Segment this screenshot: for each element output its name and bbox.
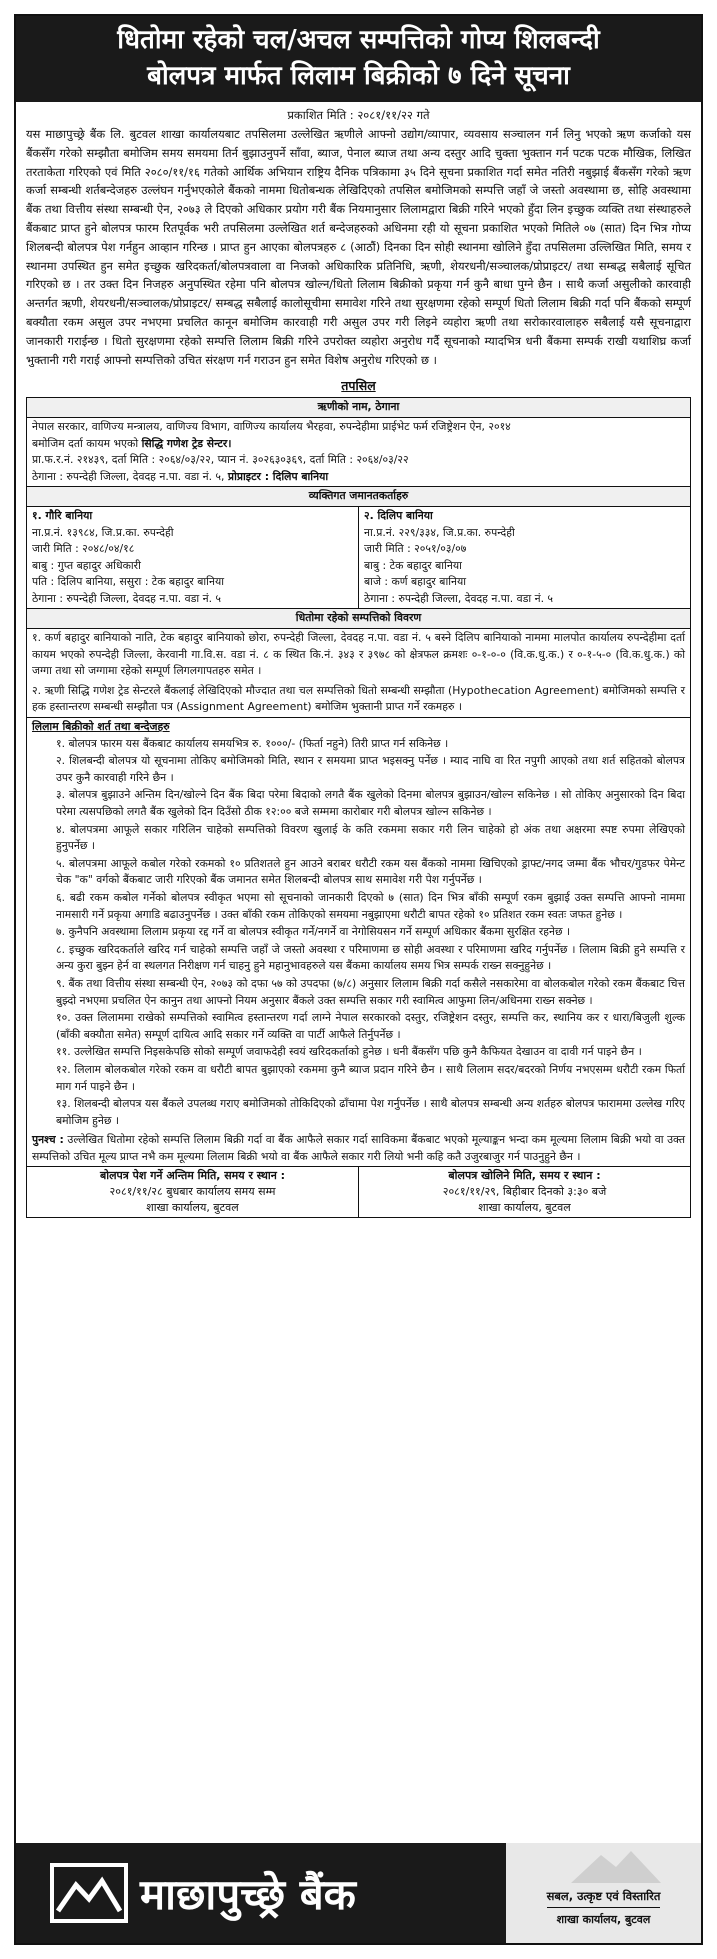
guarantor-1-line: जारी मिति : २०४८/०४/१८ [32, 542, 135, 556]
term-text: लिलाम बोलकबोल गरेको रकम वा धरौटी बापत बुझाएको रकममा कुनै ब्याज प्रदान गरिने छैन । साथै लिलाम सदर/बदरको निर्णय नभएसम्म धरौटी रकम फिर्ता माग गर्न पाइने छैन । [56, 1062, 686, 1093]
guarantor-2-line: बाजे : कर्ण बहादुर बानिया [364, 575, 467, 589]
bank-tagline: सबल, उत्कृष्ट एवं विस्तारित [547, 1889, 661, 1908]
borrower-heading: ऋणीको नाम, ठेगाना [27, 398, 691, 418]
submission-when: २०८१/११/२८ बुधबार कार्यालय समय सम्म [109, 1185, 276, 1199]
tapasil-title: तपसिल [341, 378, 376, 394]
term-number: ७. [56, 925, 69, 939]
term-number: ६. [56, 890, 70, 904]
notice-title-line2: बोलपत्र मार्फत लिलाम बिक्रीको ७ दिने सूचना [147, 61, 570, 91]
notice-banner [16, 16, 701, 102]
borrower-name: सिद्धि गणेश ट्रेड सेन्टर। [141, 436, 232, 450]
term-number: ८. [56, 942, 69, 956]
notice-title-line1: धितोमा रहेको चल/अचल सम्पत्तिको गोप्य शिलबन्दी [117, 25, 600, 55]
term-text: बोलपत्र बुझाउने अन्तिम दिन/खोल्ने दिन बैंक बिदा परेमा बिदाको लगतै बैंक खुलेको दिनमा बोलपत्र बुझाउन/खोल्न सकिनेछ । सो तोकिए अनुसारको दिन बिदा परेमा त्यसपछिको लगतै बैंक खुलेको दिन दिउँसो ठीक १२:०० बजे सम्ममा कारोबार गरी बोलपत्र खोल्न सकिनेछ । [56, 788, 685, 819]
guarantor-1-line: ना.प्र.नं. १३९८४, जि.प्र.का. रुपन्देही [32, 525, 174, 539]
postscript-label: पुनश्च : [32, 1133, 64, 1147]
term-number: १. [56, 736, 69, 750]
opening-heading: बोलपत्र खोलिने मिति, समय र स्थान : [448, 1169, 601, 1183]
term-item [56, 1062, 685, 1095]
guarantor-2-line: ना.प्र.नं. २२९/३३४, जि.प्र.का. रुपन्देही [364, 525, 515, 539]
term-item [56, 1010, 685, 1043]
postscript-text: उल्लेखित धितोमा रहेको सम्पत्ति लिलाम बिक्री गर्दा वा बैंक आफैले सकार गर्दा साविकमा बैंकबाट भएको मूल्याङ्कन भन्दा कम मूल्यमा लिलाम बिक्री भयो वा उक्त सम्पत्तिको उचित मूल्य प्राप्त नभै कम मूल्यमा लिलाम बिक्री भयो वा बैंक आफैले सकार गरी लियो भनी कहि कतै उजुरबाजुर गर्न पाउनुहुने छैन । [32, 1133, 685, 1163]
bank-name: माछापुच्छ्रे बैंक [140, 1869, 356, 1919]
term-number: ३. [56, 788, 69, 802]
term-item [56, 856, 685, 889]
opening-schedule [359, 1167, 691, 1218]
guarantor-2-name: २. दिलिप बानिया [364, 508, 433, 522]
mountain-logo-icon [50, 1863, 128, 1923]
details-table [26, 397, 691, 1218]
term-text: बोलपत्र फारम यस बैंकबाट कार्यालय समयभित्र रु. १०००/- (फिर्ता नहुने) तिरी प्राप्त गर्न सकिनेछ । [68, 736, 449, 750]
submission-deadline [27, 1167, 359, 1218]
borrower-line2 [32, 436, 685, 453]
guarantor-2-line: जारी मिति : २०५१/०३/०७ [364, 542, 467, 556]
borrower-line3: प्रा.फ.र.नं. २१४३९, दर्ता मिति : २०६४/०३/२२, प्यान नं. ३०२६३०३६९, दर्ता मिति : २०६४/०३/२२ [32, 453, 409, 467]
guarantor-1-name: १. गौरि बानिया [32, 508, 93, 522]
term-number: ९. [56, 976, 69, 990]
term-number: ५. [56, 856, 69, 870]
bank-branch: शाखा कार्यालय, बुटवल [556, 1913, 651, 1926]
guarantor-2-line: बाबु : टेक बहादुर बानिया [364, 558, 462, 572]
collateral-heading: धितोमा रहेको सम्पत्तिको विवरण [27, 609, 691, 629]
terms-heading: लिलाम बिक्रीको शर्त तथा बन्देजहरु [32, 720, 170, 734]
collateral-details [27, 629, 691, 718]
term-item [56, 787, 685, 820]
opening-where: शाखा कार्यालय, बुटवल [478, 1201, 571, 1215]
guarantor-1-line: पति : दिलिप बानिया, ससुरा : टेक बहादुर बानिया [32, 575, 225, 589]
term-number: १३. [56, 1097, 75, 1111]
terms-list [32, 736, 685, 1130]
term-text: बोलपत्रमा आफूले कबोल गरेको रकमको १० प्रतिशतले हुन आउने बराबर धरौटी रकम यस बैंकको नाममा खिचिएको ड्राफ्ट/नगद जम्मा बैंक भौचर/गुडफर पेमेन्ट चेक "क" वर्गको बैंकबाट जारी गरिएको बैंक जमानत समेत शिलबन्दी बोलपत्र साथ समावेश गरी पेश गर्नुपर्नेछ । [56, 856, 685, 887]
guarantors-heading: व्यक्तिगत जमानतकर्ताहरु [27, 487, 691, 507]
guarantor-1 [27, 506, 359, 609]
published-date: प्रकाशित मिति : २०८१/११/२२ गते [287, 108, 430, 122]
term-text: उक्त लिलाममा राखेको सम्पत्तिको स्वामित्व हस्तान्तरण गर्दा लाग्ने नेपाल सरकारको दस्तुर, रजिष्ट्रेशन दस्तुर, सम्पत्ति कर, स्थानिय कर र धारा/बिजुली शुल्क (बाँकी बक्यौता समेत) सम्पूर्ण दायित्व आदि सकार गर्ने व्यक्ति वा पार्टी आफैले तिर्नुपर्नेछ । [56, 1011, 685, 1041]
term-item [56, 1096, 685, 1129]
guarantor-1-line: बाबु : गुप्त बहादुर अधिकारी [32, 558, 141, 572]
term-item [56, 976, 685, 1009]
term-number: १०. [56, 1011, 76, 1025]
submission-heading: बोलपत्र पेश गर्ने अन्तिम मिति, समय र स्थान : [99, 1169, 286, 1183]
guarantor-2 [359, 506, 691, 609]
intro-paragraph: यस माछापुच्छ्रे बैंक लि. बुटवल शाखा कार्यालयबाट तपसिलमा उल्लेखित ऋणीले आफ्नो उद्योग/व्यापार, व्यवसाय सञ्चालन गर्न लिनु भएको ऋण कर्जाको यस बैंकसँग गरेको सम्झौता बमोजिम समय समयमा तिर्न बुझाउनुपर्ने साँवा, ब्याज, पेनाल ब्याज तथा अन्य दस्तुर आदि चुक्ता भुक्तान गर्न पटक पटक मौखिक, लिखित तरताकेता गरिएको एवं मिति २०८०/११/१६ गतेको आर्थिक अभियान राष्ट्रिय दैनिक पत्रिकामा ३५ दिने सूचना प्रकाशित गर्दा समेत नतिरी नबुझाई बैंकसँग गरेको ऋण कर्जा सम्बन्धी शर्तबन्देजहरु उल्लंघन गर्नुभएकोले बैंकको नाममा धितोबन्धक लेखिदिएको तपसिल बमोजिमको सम्पत्ति जहाँ जे जस्तो अवस्थामा छ, सोहि अवस्थामा बैंक तथा वित्तीय संस्था सम्बन्धी ऐन, २०७३ ले दिएको अधिकार प्रयोग गरी बैंक नियमानुसार लिलामद्वारा बिक्री गरिने भएको हुँदा लिन इच्छुक व्यक्ति तथा संस्थाहरुले बैंकबाट प्राप्त हुने बोलपत्र फारम रितपूर्वक भरी तपसिलमा उल्लेखित शर्त बन्देजहरुको अधिनमा रही यो सूचना प्रकाशित भएको मितिले ०७ (सात) दिन भित्र गोप्य शिलबन्दी बोलपत्र पेश गर्नहुन आव्हान गरिन्छ । प्राप्त हुन आएका बोलपत्रहरु ८ (आठौं) दिनका दिन सोही स्थानमा खोलिने हुँदा तपसिलमा उल्लिखित मिति, समय र स्थानमा उपस्थित हुन समेत इच्छुक खरिदकर्ता/बोलपत्रवाला वा निजको अधिकारिक प्रतिनिधि, ऋणी, शेयरधनी/सञ्चालक/प्रोप्राइटर/ तथा सम्बद्ध सबैलाई सूचित गरिएको छ । तर उक्त दिन निजहरु अनुपस्थित रहेमा पनि बोलपत्र खोल्न/धितो लिलाम बिक्रीको प्रकृया गर्न कुनै बाधा पुग्ने छैन । साथै कर्जा असुलीको कारवाही अन्तर्गत ऋणी, शेयरधनी/सञ्चालक/प्रोप्राइटर/ सम्बद्ध सबैलाई कालोसूचीमा समावेश गरिने तथा सुरक्षणमा रहेको सम्पूर्ण धितो लिलाम बिक्री गर्दा पनि बैंकको सम्पूर्ण बक्यौता रकम असुल उपर नभएमा प्रचलित कानून बमोजिम कारवाही गरी असुल उपर गरी लिइने व्यहोरा ऋणी तथा सरोकारवालाहरु सबैलाई यसै सूचनाद्वारा जानकारी गराईन्छ । धितो सुरक्षणमा रहेको सम्पत्ति लिलाम बिक्री गरिने उपरोक्त व्यहोरा अनुरोध गर्दै सूचनाको म्यादभित्र धनी बैंकमा सम्पर्क राखी यथाशिघ्र कर्जा भुक्तानी गरी गराई आफ्नो सम्पत्तिको उचित संरक्षण गर्न गराउन हुन समेत विशेष अनुरोध गरिएको छ । [26, 127, 691, 367]
term-text: शिलबन्दी बोलपत्र यस बैंकले उपलब्ध गराए बमोजिमको तोकिदिएको ढाँचामा पेश गर्नुपर्नेछ । साथै बोलपत्र सम्बन्धी अन्य शर्तहरु बोलपत्र फाराममा उल्लेख गरिए बमोजिम हुनेछ । [56, 1097, 686, 1127]
borrower-address: ठेगाना : रुपन्देही जिल्ला, देवदह न.पा. वडा नं. ५, [32, 469, 228, 483]
term-item [56, 753, 685, 786]
guarantor-1-line: ठेगाना : रुपन्देही जिल्ला, देवदह न.पा. वडा नं. ५ [32, 591, 222, 605]
term-text: कुनैपनि अवस्थामा लिलाम प्रकृया रद्द गर्ने वा बोलपत्र स्वीकृत गर्ने/नगर्ने वा नेगोसियसन गर्ने सम्पूर्ण अधिकार बैंकमा सुरक्षित रहनेछ । [68, 925, 571, 939]
term-number: ४. [56, 822, 71, 836]
collateral-item: २. ऋणी सिद्धि गणेश ट्रेड सेन्टरले बैंकलाई लेखिदिएको मौज्दात तथा चल सम्पत्तिको धितो सम्बन्धी सम्झौता (Hypothecation Agreement) बमोजिमको सम्पत्ति र हक हस्तान्तरण सम्बन्धी सम्झौता पत्र (Assignment Agreement) बमोजिम भुक्तानी प्राप्त गर्ने रकमहरु । [32, 683, 685, 714]
term-text: बढी रकम कबोल गर्नेको बोलपत्र स्वीकृत भएमा सो सूचनाको जानकारी दिएको ७ (सात) दिन भित्र बाँकी सम्पूर्ण रकम बुझाई उक्त सम्पत्ति आफ्नो नाममा नामसारी गर्ने प्रकृया अगाडि बढाउनुपर्नेछ । उक्त बाँकी रकम तोकिएको समयमा नबुझाएमा धरौटी बापत रहेको १० प्रतिशत रकम स्वतः जफत हुनेछ । [56, 890, 685, 921]
bank-tagline-panel [506, 1843, 701, 1943]
notice-frame [14, 14, 703, 1945]
term-item [56, 890, 685, 923]
borrower-proprietor: प्रोप्राइटर : दिलिप बानिया [227, 469, 329, 483]
postscript [32, 1132, 685, 1165]
term-text: शिलबन्दी बोलपत्र यो सूचनामा तोकिए बमोजिमको मिति, स्थान र समयमा प्राप्त भइसक्नु पर्नेछ । म्याद नाघि वा रित नपुगी आएको तथा शर्त सहितको बोलपत्र उपर कुनै कारवाही गरिने छैन । [56, 754, 685, 784]
term-item [56, 736, 685, 753]
term-item [56, 942, 685, 975]
term-number: ११. [56, 1045, 75, 1059]
term-number: १२. [56, 1062, 75, 1076]
term-item [56, 822, 685, 855]
term-item [56, 924, 685, 941]
collateral-item: १. कर्ण बहादुर बानियाको नाति, टेक बहादुर बानियाको छोरा, रुपन्देही जिल्ला, देवदह न.पा. वडा नं. ५ बस्ने दिलिप बानियाको नाममा मालपोत कार्यालय रुपन्देहीमा दर्ता कायम भएको रुपन्देही जिल्ला, केरवानी गा.वि.स. वडा नं. ८ क स्थित कि.नं. ३४३ र ३९७८ को क्षेत्रफल क्रमशः ०-१-०-० (वि.क.धु.क.) र ०-१-५-० (वि.क.धु.क.) को जग्गा तथा सो जग्गामा रहेको सम्पूर्ण लिगलगापतहरु समेत । [32, 631, 685, 678]
mountain-peak-icon [571, 1849, 661, 1883]
bank-logo-bar [16, 1843, 701, 1943]
borrower-details [27, 417, 691, 486]
terms-section [27, 718, 691, 1167]
borrower-line4 [32, 469, 685, 486]
opening-when: २०८१/११/२९, बिहीबार दिनको ३:३० बजे [442, 1185, 607, 1199]
term-text: बोलपत्रमा आफूले सकार गरिलिन चाहेको सम्पत्तिको विवरण खुलाई के कति रकममा सकार गरी लिन चाहेको हो अंक तथा अक्षरमा स्पष्ट रुपमा लेखिएको हुनुपर्नेछ । [56, 822, 685, 853]
term-text: उल्लेखित सम्पत्ति निइसकेपछि सोको सम्पूर्ण जवाफदेही स्वयं खरिदकर्ताको हुनेछ । धनी बैंकसँग पछि कुनै कैफियत देखाउन वा दावी गर्न पाइने छैन । [74, 1045, 642, 1059]
term-number: २. [56, 754, 70, 768]
submission-where: शाखा कार्यालय, बुटवल [146, 1201, 239, 1215]
term-item [56, 1044, 685, 1061]
term-text: बैंक तथा वित्तीय संस्था सम्बन्धी ऐन, २०७३ को दफा ५७ को उपदफा (७/८) अनुसार लिलाम बिक्री गर्दा कसैले नसकारेमा वा बोलकबोल गरेको रकम बैंकबाट चित्त बुझ्दो नभएमा प्रचलित ऐन कानुन तथा आफ्नो नियम अनुसार बैंकले उक्त सम्पत्ति सकार गरी स्वामित्व आफुमा लिन/अधिनमा राख्न सक्नेछ । [56, 976, 685, 1007]
guarantor-2-line: ठेगाना : रुपन्देही जिल्ला, देवदह न.पा. वडा नं. ५ [364, 591, 554, 605]
borrower-line1: नेपाल सरकार, वाणिज्य मन्त्रालय, वाणिज्य विभाग, वाणिज्य कार्यालय भैरहवा, रुपन्देहीमा प्राईभेट फर्म रजिष्ट्रेशन ऐन, २०१४ [32, 419, 511, 433]
borrower-line2-prefix: बमोजिम दर्ता कायम भएको [32, 436, 142, 450]
term-text: इच्छुक खरिदकर्ताले खरिद गर्न चाहेको सम्पत्ति जहाँ जे जस्तो अवस्था र परिमाणमा छ सोही अवस्था र परिमाणमा खरिद गर्नुपर्नेछ । लिलाम बिक्री हुने सम्पत्ति र अन्य कुरा बुझ्न हेर्न वा स्थलगत निरीक्षण गर्न चाहनु हुने महानुभावहरुले यस बैंकमा कार्यालय समय भित्र सम्पर्क राख्न सक्नुहुनेछ । [56, 942, 685, 973]
